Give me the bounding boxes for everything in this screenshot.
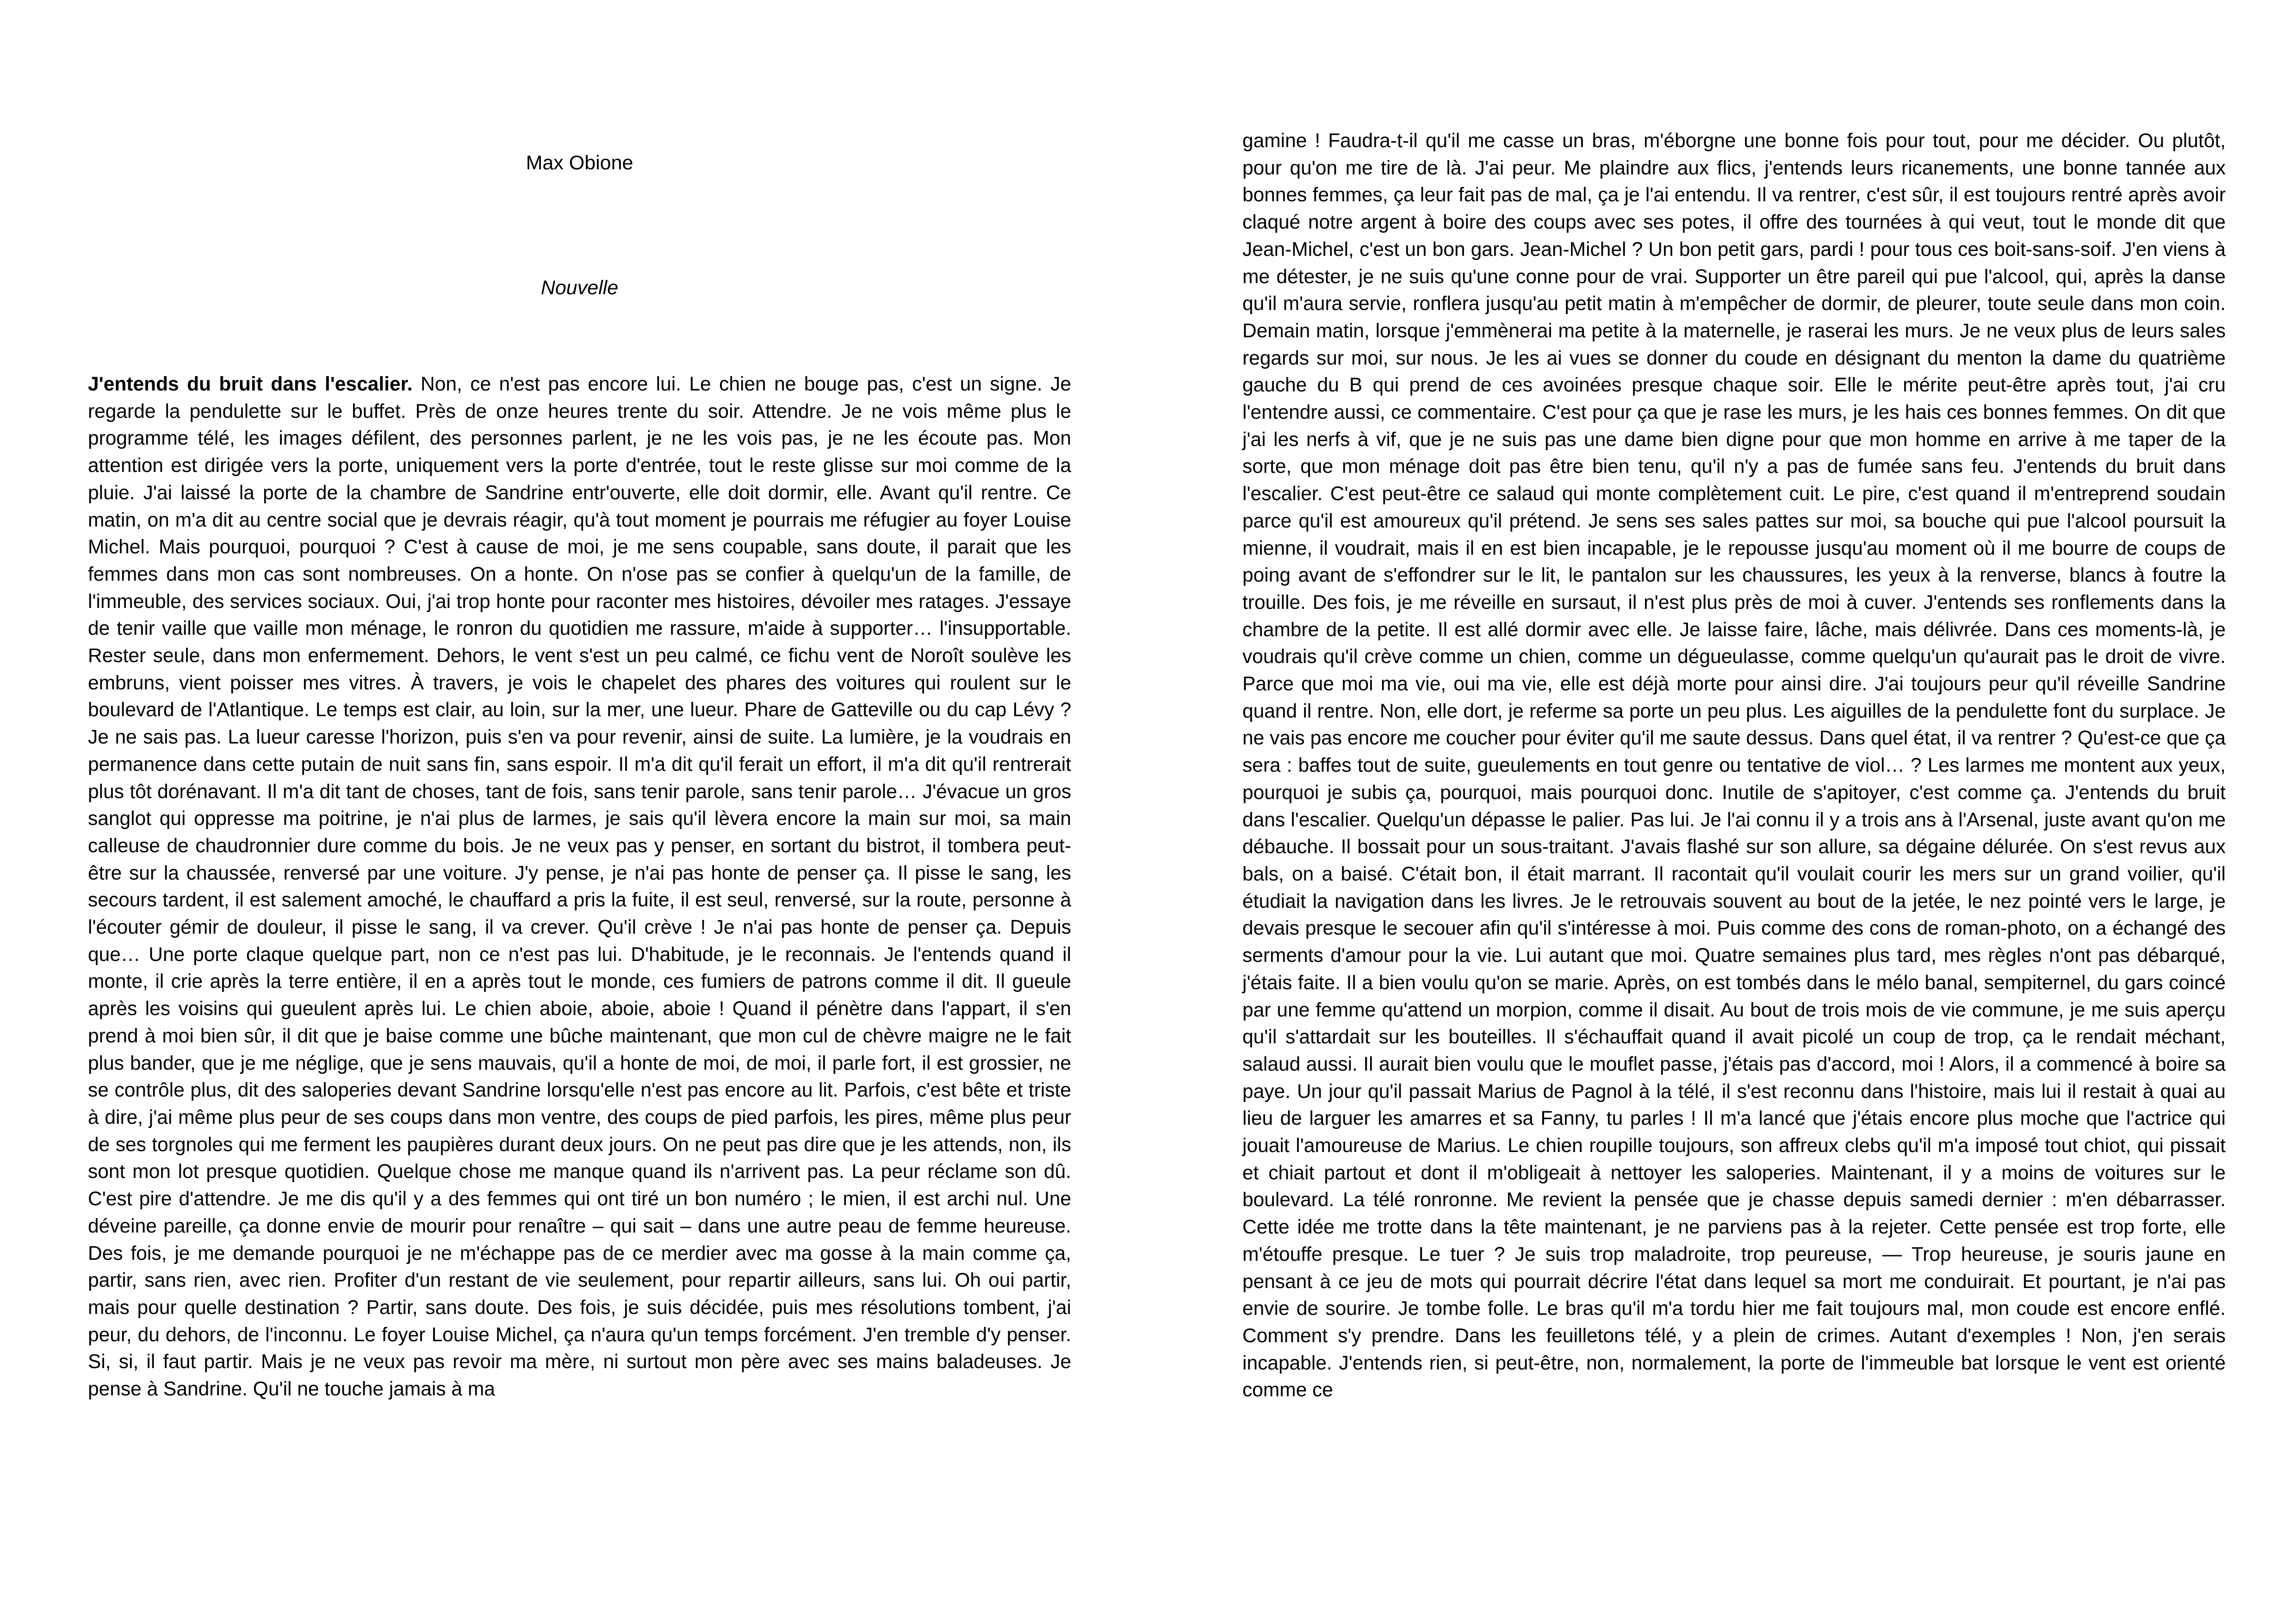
author-name: Max Obione [526, 152, 633, 174]
opening-sentence: J'entends du bruit dans l'escalier. [88, 373, 413, 395]
genre-label: Nouvelle [540, 277, 619, 299]
story-text-left [88, 371, 1071, 1403]
story-text-right: gamine ! Faudra-t-il qu'il me casse un bras, m'éborgne une bonne fois pour tout, pour me décider. Ou plutôt, pour qu'on me tire de là. J'ai peur. Me plaindre aux flics, j'entends leurs ricanements, une bonne tannée aux bonnes femmes, ça leur fait pas de mal, ça je l'ai entendu. Il va rentrer, c'est sûr, il est toujours rentré après avoir claqué notre argent à boire des coups avec ses potes, il offre des tournées à qui veut, tout le monde dit que Jean-Michel, c'est un bon gars. Jean-Michel ? Un bon petit gars, pardi ! pour tous ces boit-sans-soif. J'en viens à me détester, je ne suis qu'une conne pour de vrai. Supporter un être pareil qui pue l'alcool, qui, après la danse qu'il m'aura servie, ronflera jusqu'au petit matin à m'empêcher de dormir, de pleurer, toute seule dans mon coin. Demain matin, lorsque j'emmènerai ma petite à la maternelle, je raserai les murs. Je ne veux plus de leurs sales regards sur moi, sur nous. Je les ai vues se donner du coude en désignant du menton la dame du quatrième gauche du B qui prend de ces avoinées presque chaque soir. Elle le mérite peut-être après tout, j'ai cru l'entendre aussi, ce commentaire. C'est pour ça que je rase les murs, je les hais ces bonnes femmes. On dit que j'ai les nerfs à vif, que je ne suis pas une dame bien digne pour que mon homme en arrive à me taper de la sorte, que mon ménage doit pas être bien tenu, qu'il n'y a pas de fumée sans feu. J'entends du bruit dans l'escalier. C'est peut-être ce salaud qui monte complètement cuit. Le pire, c'est quand il m'entreprend soudain parce qu'il est amoureux qu'il prétend. Je sens ses sales pattes sur moi, sa bouche qui pue l'alcool poursuit la mienne, il voudrait, mais il en est bien incapable, je le repousse jusqu'au moment où il me bourre de coups de poing avant de s'effondrer sur le lit, le pantalon sur les chaussures, les yeux à la renverse, blancs à foutre la trouille. Des fois, je me réveille en sursaut, il n'est plus près de moi à cuver. J'entends ses ronflements dans la chambre de la petite. Il est allé dormir avec elle. Je laisse faire, lâche, mais délivrée. Dans ces moments-là, je voudrais qu'il crève comme un chien, comme un dégueulasse, comme quelqu'un qu'aurait pas le droit de vivre. Parce que moi ma vie, oui ma vie, elle est déjà morte pour ainsi dire. J'ai toujours peur qu'il réveille Sandrine quand il rentre. Non, elle dort, je referme sa porte un peu plus. Les aiguilles de la pendulette font du surplace. Je ne vais pas encore me coucher pour éviter qu'il me saute dessus. Dans quel état, il va rentrer ? Qu'est-ce que ça sera : baffes tout de suite, gueulements en tout genre ou tentative de viol… ? Les larmes me montent aux yeux, pourquoi je subis ça, pourquoi, mais pourquoi donc. Inutile de s'apitoyer, c'est comme ça. J'entends du bruit dans l'escalier. Quelqu'un dépasse le palier. Pas lui. Je l'ai connu il y a trois ans à l'Arsenal, juste avant qu'on me débauche. Il bossait pour un sous-traitant. J'avais flashé sur son allure, sa dégaine délurée. On s'est revus aux bals, on a baisé. C'était bon, il était marrant. Il racontait qu'il voulait courir les mers sur un grand voilier, qu'il étudiait la navigation dans les livres. Je le retrouvais souvent au bout de la jetée, le nez pointé vers le large, je devais presque le secouer afin qu'il s'intéresse à moi. Puis comme des cons de roman-photo, on a échangé des serments d'amour pour la vie. Lui autant que moi. Quatre semaines plus tard, mes règles n'ont pas débarqué, j'étais faite. Il a bien voulu qu'on se marie. Après, on est tombés dans le mélo banal, sempiternel, du gars coincé par une femme qu'attend un morpion, comme il disait. Au bout de trois mois de vie commune, je me suis aperçu qu'il s'attardait sur les bouteilles. Il s'échauffait quand il avait picolé un coup de trop, ça le rendait méchant, salaud aussi. Il aurait bien voulu que le mouflet passe, j'étais pas d'accord, moi ! Alors, il a commencé à boire sa paye. Un jour qu'il passait Marius de Pagnol à la télé, il s'est reconnu dans l'histoire, mais lui il restait à quai au lieu de larguer les amarres et sa Fanny, tu parles ! Il m'a lancé que j'étais encore plus moche que l'actrice qui jouait l'amoureuse de Marius. Le chien roupille toujours, son affreux clebs qu'il m'a imposé tout chiot, qui pissait et chiait partout et dont il m'obligeait à nettoyer les saloperies. Maintenant, il y a moins de voitures sur le boulevard. La télé ronronne. Me revient la pensée que je chasse depuis samedi dernier : m'en débarrasser. Cette idée me trotte dans la tête maintenant, je ne parviens pas à la rejeter. Cette pensée est trop forte, elle m'étouffe presque. Le tuer ? Je suis trop maladroite, trop peureuse, — Trop heureuse, je souris jaune en pensant à ce jeu de mots qui pourrait décrire l'état dans lequel sa mort me conduirait. Et pourtant, je n'ai pas envie de sourire. Je tombe folle. Le bras qu'il m'a tordu hier me fait toujours mal, mon coude est encore enflé. Comment s'y prendre. Dans les feuilletons télé, y a plein de crimes. Autant d'exemples ! Non, j'en serais incapable. J'entends rien, si peut-être, non, normalement, la porte de l'immeuble bat lorsque le vent est orienté comme ce [1242, 130, 2226, 1401]
story-paragraph-left: Non, ce n'est pas encore lui. Le chien ne bouge pas, c'est un signe. Je regarde la pendulette sur le buffet. Près de onze heures trente du soir. Attendre. Je ne vois même plus le programme télé, les images défilent, des personnes parlent, je ne les vois pas, je ne les écoute pas. Mon attention est dirigée vers la porte, uniquement vers la porte d'entrée, tout le reste glisse sur moi comme de la pluie. J'ai laissé la porte de la chambre de Sandrine entr'ouverte, elle doit dormir, elle. Avant qu'il rentre. Ce matin, on m'a dit au centre social que je devrais réagir, qu'à tout moment je pourrais me réfugier au foyer Louise Michel. Mais pourquoi, pourquoi ? C'est à cause de moi, je me sens coupable, sans doute, il parait que les femmes dans mon cas sont nombreuses. On a honte. On n'ose pas se confier à quelqu'un de la famille, de l'immeuble, des services sociaux. Oui, j'ai trop honte pour raconter mes histoires, dévoiler mes ratages. J'essaye de tenir vaille que vaille mon ménage, le ronron du quotidien me rassure, m'aide à supporter… l'insupportable. Rester seule, dans mon enfermement. Dehors, le vent s'est un peu calmé, ce fichu vent de Noroît soulève les embruns, vient poisser mes vitres. À travers, je vois le chapelet des phares des voitures qui roulent sur le boulevard de l'Atlantique. Le temps est clair, au loin, sur la mer, une lueur. Phare de Gatteville ou du cap Lévy ? Je ne sais pas. La lueur caresse l'horizon, puis s'en va pour revenir, ainsi de suite. La lumière, je la voudrais en permanence dans cette putain de nuit sans fin, sans espoir. Il m'a dit qu'il ferait un effort, il m'a dit qu'il rentrerait plus tôt dorénavant. Il m'a dit tant de choses, tant de fois, sans tenir parole, sans tenir parole… J'évacue un gros sanglot qui oppresse ma poitrine, je n'ai plus de larmes, je sais qu'il lèvera encore la main sur moi, sa main calleuse de chaudronnier dure comme du bois. Je ne veux pas y penser, en sortant du bistrot, il tombera peut-être sur la chaussée, renversé par une voiture. J'y pense, je n'ai pas honte de penser ça. Il pisse le sang, les secours tardent, il est salement amoché, le chauffard a pris la fuite, il est seul, renversé, sur la route, personne à l'écouter gémir de douleur, il pisse le sang, il va crever. Qu'il crève ! Je n'ai pas honte de penser ça. Depuis que… Une porte claque quelque part, non ce n'est pas lui. D'habitude, je le reconnais. Je l'entends quand il monte, il crie après la terre entière, il en a après tout le monde, ces fumiers de patrons comme il dit. Il gueule après les voisins qui gueulent après lui. Le chien aboie, aboie, aboie ! Quand il pénètre dans l'appart, il s'en prend à moi bien sûr, il dit que je baise comme une bûche maintenant, que mon cul de chèvre maigre ne le fait plus bander, que je me néglige, que je sens mauvais, qu'il a honte de moi, de moi, il parle fort, il est grossier, ne se contrôle plus, dit des saloperies devant Sandrine lorsqu'elle n'est pas encore au lit. Parfois, c'est bête et triste à dire, j'ai même plus peur de ses coups dans mon ventre, des coups de pied parfois, les pires, même plus peur de ses torgnoles qui me ferment les paupières durant deux jours. On ne peut pas dire que je les attends, non, ils sont mon lot presque quotidien. Quelque chose me manque quand ils n'arrivent pas. La peur réclame son dû. C'est pire d'attendre. Je me dis qu'il y a des femmes qui ont tiré un bon numéro ; le mien, il est archi nul. Une déveine pareille, ça donne envie de mourir pour renaître – qui sait – dans une autre peau de femme heureuse. Des fois, je me demande pourquoi je ne m'échappe pas de ce merdier avec ma gosse à la main comme ça, partir, sans rien, avec rien. Profiter d'un restant de vie seulement, pour repartir ailleurs, sans lui. Oh oui partir, mais pour quelle destination ? Partir, sans doute. Des fois, je suis décidée, puis mes résolutions tombent, j'ai peur, du dehors, de l'inconnu. Le foyer Louise Michel, ça n'aura qu'un temps forcément. J'en tremble d'y penser. Si, si, il faut partir. Mais je ne veux pas revoir ma mère, ni surtout mon père avec ses mains baladeuses. Je pense à Sandrine. Qu'il ne touche jamais à ma [88, 373, 1072, 1400]
